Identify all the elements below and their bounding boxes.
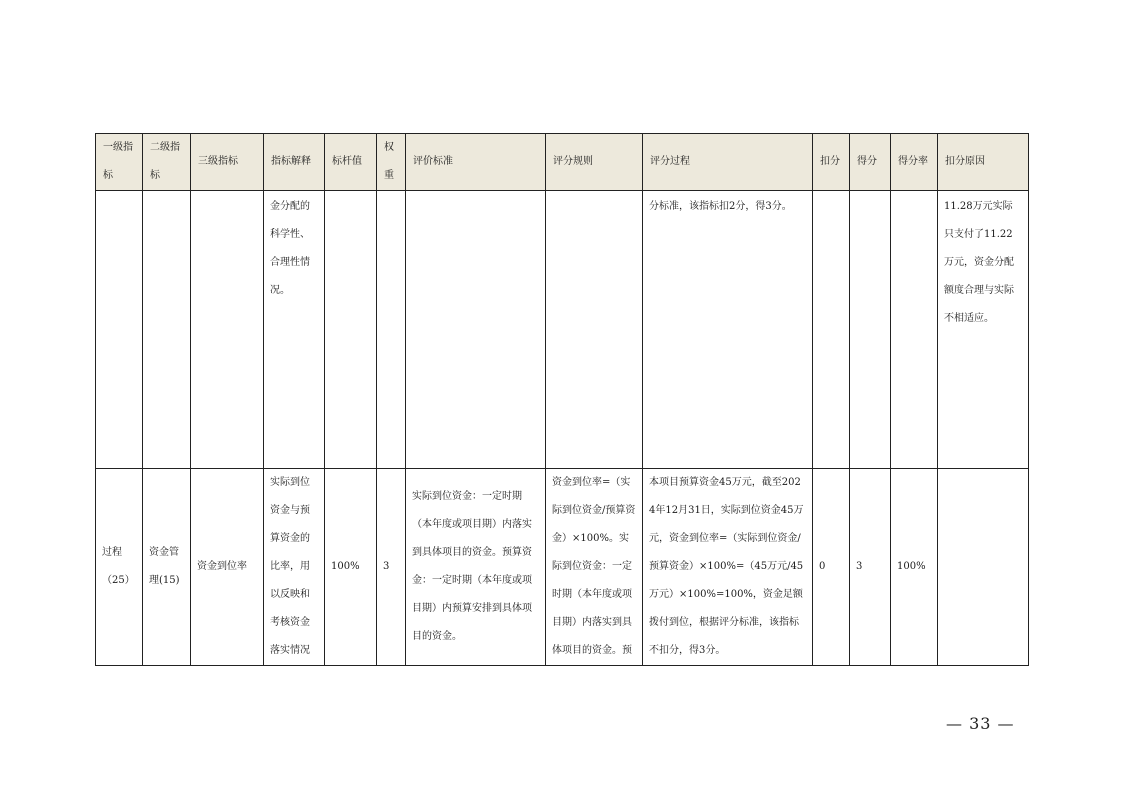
header-cell-level3: 三级指标 (191, 134, 264, 191)
table-cell (813, 191, 850, 469)
table-cell (546, 191, 643, 469)
table-cell: 11.28万元实际只支付了11.22万元，资金分配额度合理与实际不相适应。 (938, 191, 1029, 469)
table-cell: 100% (891, 469, 938, 666)
table-cell: 实际到位资金与预算资金的比率，用以反映和考核资金落实情况 (264, 469, 325, 666)
table-cell (850, 191, 891, 469)
table-cell: 0 (813, 469, 850, 666)
table-row (96, 469, 1029, 666)
table-cell: 金分配的科学性、合理性情况。 (264, 191, 325, 469)
table-cell (325, 191, 377, 469)
evaluation-table (95, 133, 1029, 666)
header-cell-deduction: 扣分 (813, 134, 850, 191)
table-cell: 100% (325, 469, 377, 666)
table-cell (191, 191, 264, 469)
table-header-row (96, 134, 1029, 191)
table-cell (938, 469, 1029, 666)
header-cell-benchmark: 标杆值 (325, 134, 377, 191)
table-cell: 资金到位率=（实际到位资金/预算资金）×100%。实际到位资金：一定时期（本年度或项目期）内落实到具体项目的资金。预 (546, 469, 643, 666)
header-cell-level1: 一级指标 (96, 134, 143, 191)
header-cell-rules: 评分规则 (546, 134, 643, 191)
table-cell (377, 191, 406, 469)
table-cell (143, 191, 191, 469)
header-cell-weight: 权重 (377, 134, 406, 191)
table-cell: 资金到位率 (191, 469, 264, 666)
header-cell-explanation: 指标解释 (264, 134, 325, 191)
table-cell: 3 (850, 469, 891, 666)
table-cell: 过程（25） (96, 469, 143, 666)
table-cell (96, 191, 143, 469)
table-row (96, 191, 1029, 469)
table-cell: 3 (377, 469, 406, 666)
table-cell: 资金管理(15) (143, 469, 191, 666)
header-cell-process: 评分过程 (643, 134, 813, 191)
header-cell-score: 得分 (850, 134, 891, 191)
page-number: — 33 — (946, 714, 1015, 733)
table-cell (406, 191, 546, 469)
header-cell-score-rate: 得分率 (891, 134, 938, 191)
header-cell-level2: 二级指标 (143, 134, 191, 191)
table-cell: 分标准，该指标扣2分，得3分。 (643, 191, 813, 469)
table-cell (891, 191, 938, 469)
header-cell-deduction-reason: 扣分原因 (938, 134, 1029, 191)
table-cell: 本项目预算资金45万元，截至2024年12月31日，实际到位资金45万元，资金到位率=（实际到位资金/预算资金）×100%=（45万元/45万元）×100%=100%，资金足额拨付到位，根据评分标准，该指标不扣分，得3分。 (643, 469, 813, 666)
header-cell-criteria: 评价标准 (406, 134, 546, 191)
table-cell: 实际到位资金：一定时期（本年度或项目期）内落实到具体项目的资金。预算资金：一定时期（本年度或项目期）内预算安排到具体项目的资金。 (406, 469, 546, 666)
